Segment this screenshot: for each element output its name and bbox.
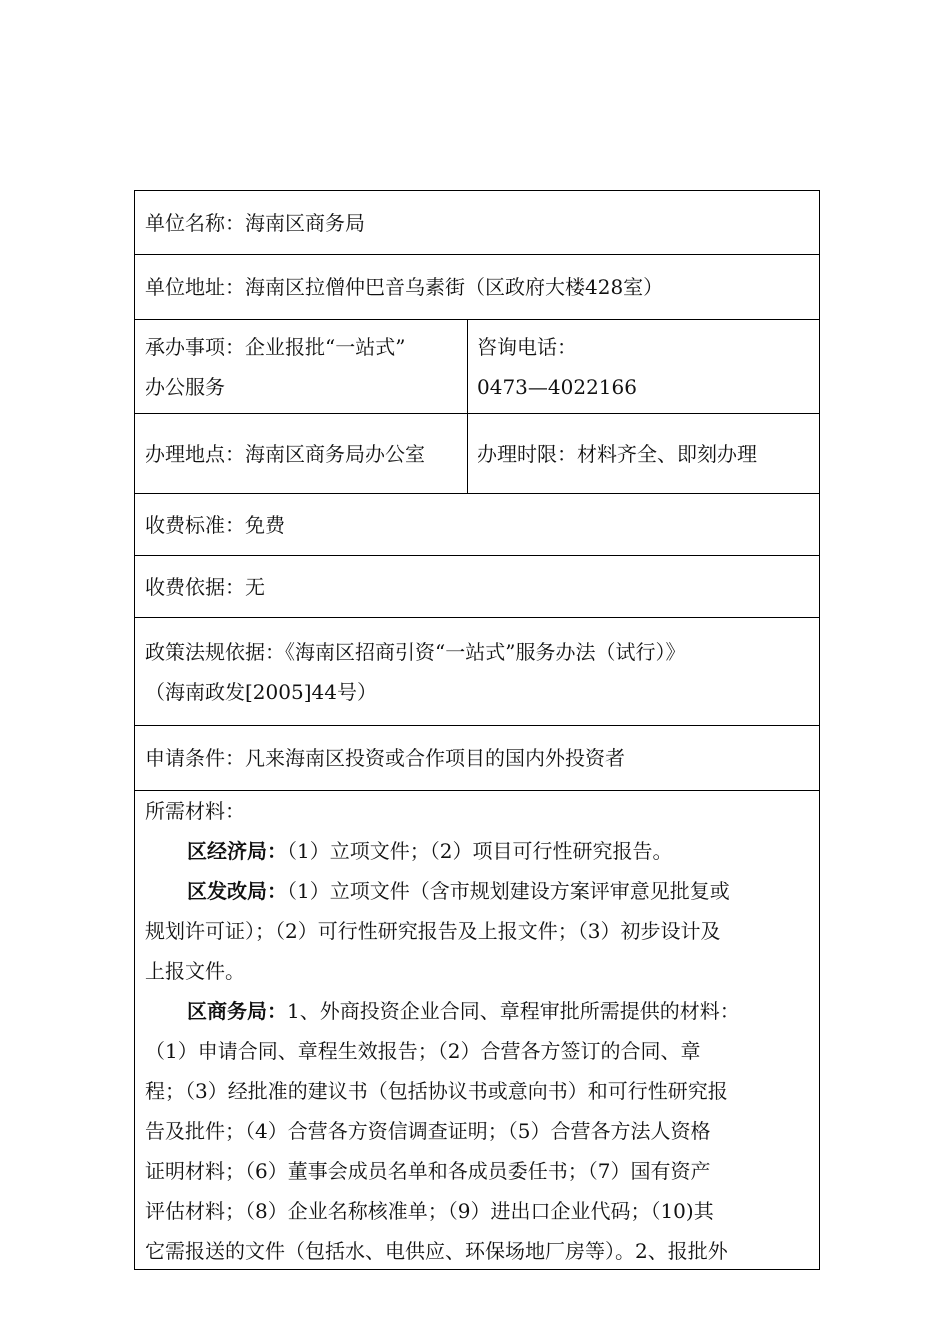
fee-basis: 收费依据：无 — [145, 574, 265, 599]
service-phone-row — [135, 320, 819, 414]
commerce-bureau-line2: （1）申请合同、章程生效报告；（2）合营各方签订的合同、章 — [145, 1039, 701, 1063]
development-bureau-line2: 规划许可证）；（2）可行性研究报告及上报文件；（3）初步设计及 — [145, 919, 721, 943]
commerce-bureau-label: 区商务局： — [187, 999, 287, 1023]
unit-name-row — [135, 191, 819, 255]
development-bureau-line3: 上报文件。 — [145, 959, 245, 983]
economy-bureau-para — [145, 831, 809, 871]
policy-basis-line1: 政策法规依据：《海南区招商引资“一站式”服务办法（试行）》 — [145, 639, 686, 664]
service-item-line2: 办公服务 — [145, 374, 225, 399]
commerce-bureau-para — [145, 991, 809, 1031]
economy-bureau-label: 区经济局： — [187, 839, 287, 863]
commerce-bureau-line4: 告及批件；（4）合营各方资信调查证明；（5）合营各方法人资格 — [145, 1119, 711, 1143]
fee-basis-row — [135, 556, 819, 618]
fee-standard: 收费标准：免费 — [145, 512, 285, 537]
location-time-row — [135, 414, 819, 494]
commerce-bureau-line6: 评估材料；（8）企业名称核准单；（9）进出口企业代码；（10)其 — [145, 1199, 714, 1223]
development-bureau-para — [145, 871, 809, 911]
conditions: 申请条件：凡来海南区投资或合作项目的国内外投资者 — [145, 746, 625, 770]
development-bureau-label: 区发改局： — [187, 879, 287, 903]
unit-name: 单位名称：海南区商务局 — [145, 210, 365, 235]
commerce-bureau-line3: 程；（3）经批准的建议书（包括协议书或意向书）和可行性研究报 — [145, 1079, 728, 1103]
economy-bureau-text: （1）立项文件；（2）项目可行性研究报告。 — [287, 839, 673, 863]
service-item-cell — [135, 320, 467, 413]
development-bureau-line1: （1）立项文件（含市规划建设方案评审意见批复或 — [287, 879, 730, 903]
location: 办理地点：海南区商务局办公室 — [145, 441, 425, 466]
commerce-bureau-line5: 证明材料；（6）董事会成员名单和各成员委任书；（7）国有资产 — [145, 1159, 711, 1183]
materials-text — [145, 791, 809, 1270]
service-info-form — [134, 190, 820, 1270]
phone-label: 咨询电话： — [477, 334, 577, 359]
materials-row — [135, 791, 819, 1270]
service-item-line1: 承办事项：企业报批“一站式” — [145, 334, 406, 359]
commerce-bureau-line7: 它需报送的文件（包括水、电供应、环保场地厂房等）。2、报批外 — [145, 1239, 728, 1263]
phone-number: 0473—4022166 — [477, 374, 637, 399]
phone-cell — [467, 320, 819, 413]
fee-standard-row — [135, 494, 819, 556]
policy-basis-line2: （海南政发[2005]44号） — [145, 679, 377, 704]
policy-basis-row — [135, 618, 819, 726]
unit-address-row — [135, 255, 819, 320]
unit-address: 单位地址：海南区拉僧仲巴音乌素街（区政府大楼428室） — [145, 275, 664, 299]
commerce-bureau-line1: 1、外商投资企业合同、章程审批所需提供的材料： — [287, 999, 740, 1023]
time-limit: 办理时限：材料齐全、即刻办理 — [477, 441, 757, 466]
time-limit-cell — [467, 414, 819, 493]
materials-heading: 所需材料： — [145, 799, 245, 823]
location-cell — [135, 414, 467, 493]
conditions-row — [135, 726, 819, 791]
